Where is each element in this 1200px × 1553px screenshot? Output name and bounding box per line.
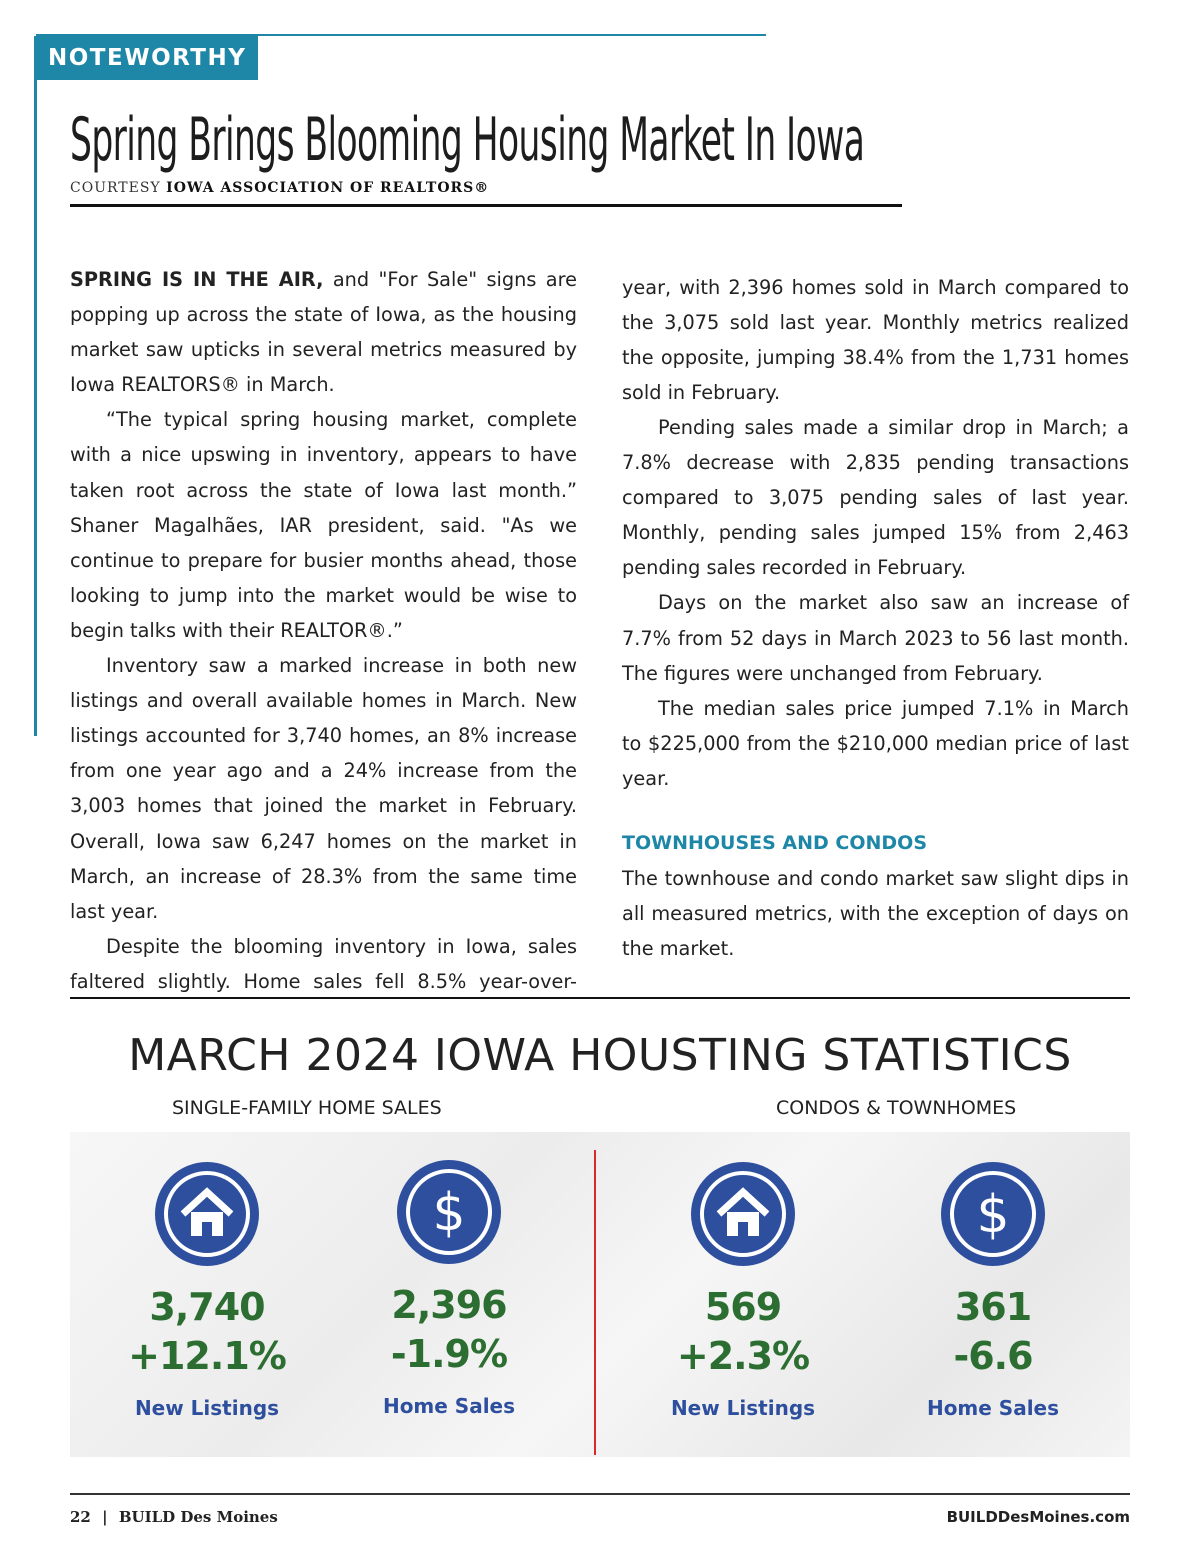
credit-prefix: COURTESY [70, 180, 161, 196]
stat-value: 2,396 [391, 1283, 507, 1327]
article-paragraph: The townhouse and condo market saw slight dips in all measured metrics, with the exception of days on the market. [622, 867, 1129, 961]
paragraph-text: and "For Sale" signs are popping up across the state of Iowa, as the housing market saw upticks in several metrics measured by Iowa REALTORS® in March. [70, 268, 577, 397]
article-paragraph [70, 262, 577, 402]
stats-title: MARCH 2024 IOWA HOUSTING STATISTICS [128, 1030, 1072, 1081]
paragraph-continued-text: year, with 2,396 homes sold in March compared to the 3,075 sold last year. Monthly metrics realized the opposite, jumping 38.4% from the 1,731 homes sold in February. [622, 276, 1129, 405]
footer-folio [70, 1508, 278, 1526]
condos-townhomes-label: CONDOS & TOWNHOMES [776, 1097, 1017, 1119]
stat-card [334, 1158, 564, 1418]
credit-source: IOWA ASSOCIATION OF REALTORS® [166, 180, 490, 196]
stat-label: Home Sales [926, 1396, 1060, 1420]
side-accent-rule [34, 36, 37, 736]
article-paragraph: Pending sales made a similar drop in March; a 7.8% decrease with 2,835 pending transactions compared to 3,075 pending sales of last year. Monthly, pending sales jumped 15% from 2,463 pending sales recorded in February. [622, 416, 1129, 580]
stat-card [92, 1160, 322, 1420]
lead-in: SPRING IS IN THE AIR, [70, 268, 324, 291]
stat-change: +2.3% [676, 1334, 810, 1378]
article-headline: Spring Brings Blooming Housing Market In Iowa [70, 105, 865, 175]
svg-text:$: $ [976, 1185, 1010, 1245]
footer-rule [70, 1493, 1130, 1495]
article-credit [70, 180, 489, 196]
stat-value: 361 [954, 1285, 1032, 1329]
stat-value: 569 [704, 1285, 782, 1329]
article-column-left [70, 262, 577, 999]
website-link[interactable]: BUILDDesMoines.com [946, 1508, 1130, 1526]
section-rule [70, 997, 1130, 999]
stat-change: -6.6 [953, 1334, 1033, 1378]
single-family-label: SINGLE-FAMILY HOME SALES [172, 1097, 442, 1119]
page-number: 22 [70, 1508, 91, 1526]
headline-rule [70, 204, 902, 207]
stat-label: New Listings [134, 1396, 280, 1420]
dollar-icon [939, 1160, 1047, 1268]
article-paragraph: Days on the market also saw an increase of 7.7% from 52 days in March 2023 to 56 last month. The figures were unchanged from February. [622, 591, 1129, 685]
section-kicker: NOTEWORTHY [36, 36, 258, 80]
house-icon [153, 1160, 261, 1268]
article-paragraph: Inventory saw a marked increase in both new listings and overall available homes in March. New listings accounted for 3,740 homes, an 8% increase from one year ago and a 24% increase from the 3,003 homes that joined the market in February. Overall, Iowa saw 6,247 homes on the market in March, an increase of 28.3% from the same time last year. [70, 654, 577, 923]
article-paragraph: “The typical spring housing market, complete with a nice upswing in inventory, appears to have taken root across the state of Iowa last month.” Shaner Magalhães, IAR president, said. "As we continue to prepare for busier months ahead, those looking to jump into the market would be wise to begin talks with their REALTOR®.” [70, 408, 577, 642]
stat-card [878, 1160, 1108, 1420]
svg-text:$: $ [432, 1183, 466, 1243]
article-paragraph-continued [622, 270, 1129, 410]
article-paragraph: Despite the blooming inventory in Iowa, sales faltered slightly. Home sales fell 8.5% year-over- [70, 934, 577, 993]
article-subhead: TOWNHOUSES AND CONDOS [622, 832, 928, 855]
stat-change: -1.9% [390, 1332, 508, 1376]
group-divider [594, 1150, 596, 1455]
dollar-icon [395, 1158, 503, 1266]
house-icon [689, 1160, 797, 1268]
stats-panel [70, 1132, 1130, 1457]
stat-card [628, 1160, 858, 1420]
article-paragraph: The median sales price jumped 7.1% in March to $225,000 from the $210,000 median price of last year. [622, 696, 1129, 790]
stat-label: Home Sales [382, 1394, 516, 1418]
stat-value: 3,740 [149, 1285, 265, 1329]
stat-change: +12.1% [128, 1334, 286, 1378]
article-column-right [622, 270, 1129, 966]
publication-name: BUILD Des Moines [118, 1508, 278, 1526]
folio-separator: | [102, 1508, 108, 1526]
stat-label: New Listings [670, 1396, 816, 1420]
